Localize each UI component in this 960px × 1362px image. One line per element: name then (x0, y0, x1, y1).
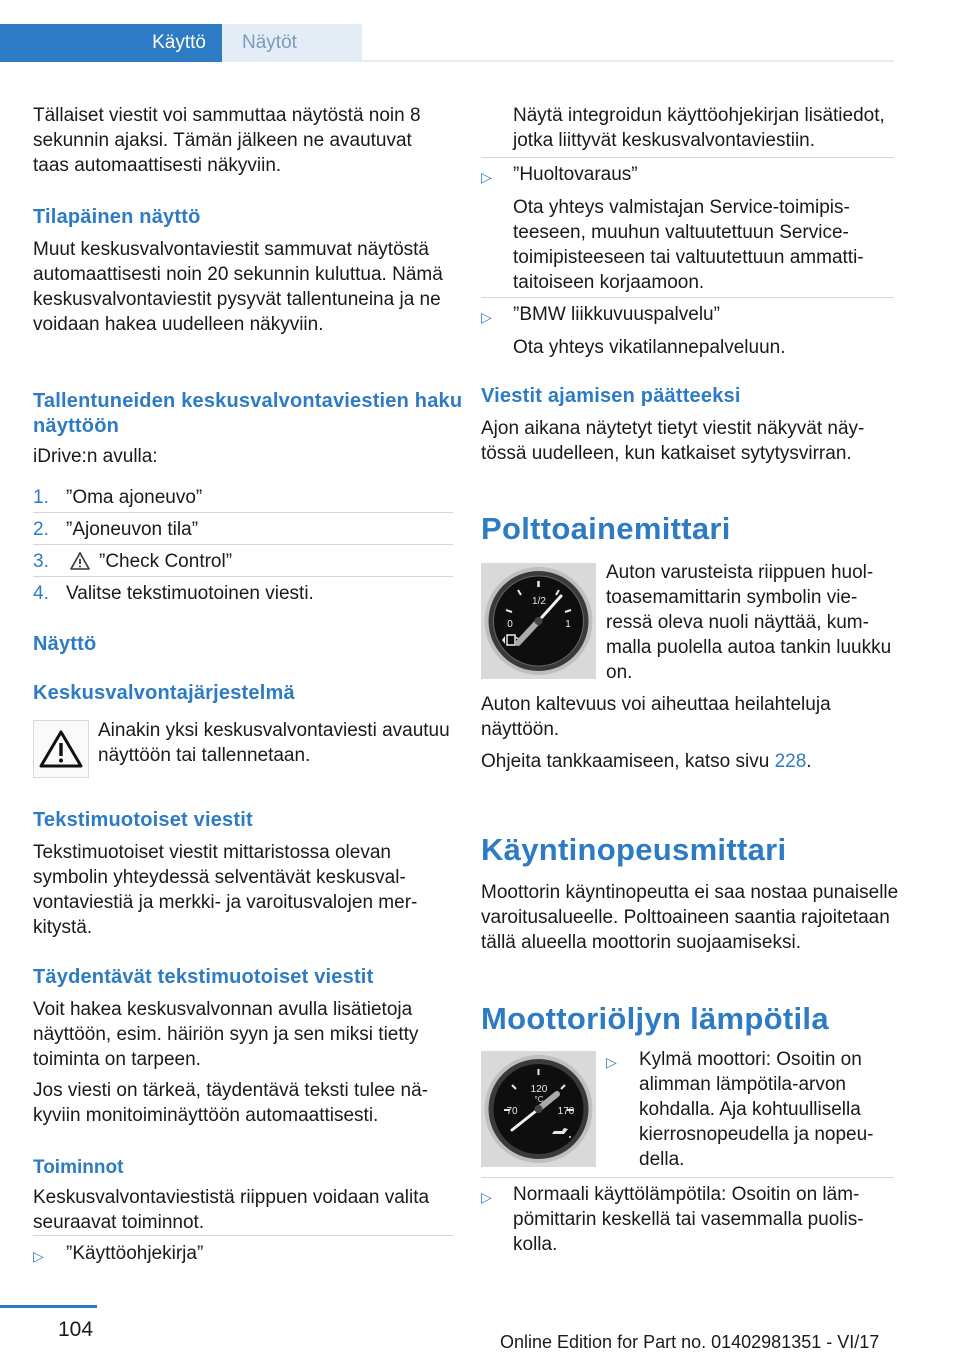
fuel-gauge-paragraph: Auton varusteista riippuen huoltoasemamittarin symbolin vieressä oleva nuoli näyttää, kummalla puolella autoa tankin luukku on. (606, 562, 892, 683)
warning-symbol-box (33, 720, 89, 778)
heading-functions: Toiminnot (33, 1157, 124, 1178)
step-text: ”Ajoneuvon tila” (66, 519, 199, 540)
step-text: Valitse tekstimuotoinen viesti. (66, 583, 314, 604)
warning-triangle-icon (69, 551, 91, 571)
fuel-inclination-paragraph: Auton kaltevuus voi aiheuttaa heilahteluja näyttöön. (481, 694, 831, 740)
heading-temp-display: Tilapäinen näyttö (33, 206, 201, 228)
triangle-bullet-icon: ▷ (481, 169, 492, 185)
triangle-bullet-icon: ▷ (33, 1248, 44, 1264)
oil-gauge-label-170: 170 (557, 1106, 575, 1117)
end-of-drive-paragraph: Ajon aikana näytetyt tietyt viestit näkyvät näytössä uudelleen, kun katkaiset sytytysvirran. (481, 418, 865, 464)
divider (33, 512, 453, 513)
tachometer-paragraph: Moottorin käyntinopeutta ei saa nostaa punaiselle varoitusalueelle. Polttoaineen saantia rajoitetaan tällä alueella moottorin suojaamiseksi. (481, 882, 899, 953)
check-control-paragraph: Ainakin yksi keskusvalvontaviesti avautuu näyttöön tai tallennetaan. (98, 720, 450, 766)
function-item-mobility: ”BMW liikkuvuuspalvelu” (513, 304, 720, 325)
supplementary-paragraph-2: Jos viesti on tärkeä, täydentävä teksti tulee näkyviin monitoiminäyttöön automaattisesti. (33, 1080, 428, 1126)
fuel-gauge-dial (482, 564, 595, 678)
fuel-gauge-image (481, 563, 596, 679)
heading-fuel-gauge: Polttoainemittari (481, 511, 731, 546)
oil-gauge-label-unit: °C (534, 1095, 544, 1104)
heading-display: Näyttö (33, 633, 97, 655)
heading-check-control-system: Keskusvalvontajärjestelmä (33, 682, 295, 704)
fuel-refuel-reference (481, 749, 812, 774)
oil-gauge-label-70: 70 (506, 1106, 518, 1117)
heading-saved-messages: Tallentuneiden keskusvalvontaviestien haku näyttöön (33, 390, 463, 437)
intro-paragraph: Tällaiset viestit voi sammuttaa näytöstä noin 8 sekunnin ajaksi. Tämän jälkeen ne avautuvat taas automaattisesti näkyviin. (33, 105, 421, 176)
fuel-gauge-label-half: 1/2 (532, 596, 546, 607)
triangle-bullet-icon: ▷ (481, 309, 492, 325)
function-item-service: ”Huoltovaraus” (513, 164, 638, 185)
fuel-gauge-label-empty: 0 (507, 619, 513, 630)
tab-naytot[interactable]: Näytöt (222, 24, 362, 62)
heading-end-of-drive: Viestit ajamisen päätteeksi (481, 385, 741, 407)
reference-period: . (806, 751, 812, 772)
service-description: Ota yhteys valmistajan Service-toimipisteeseen, muuhun valtuutettuun Service-toimipisteeseen tai valtuutettuun ammattitaitoiseen korjaamoon. (513, 197, 864, 293)
heading-supplementary-messages: Täydentävät tekstimuotoiset viestit (33, 966, 374, 988)
header-rule (362, 60, 894, 62)
heading-tachometer: Käyntinopeusmittari (481, 832, 787, 867)
oil-gauge-label-120: 120 (530, 1084, 548, 1095)
step-text: ”Oma ajoneuvo” (66, 487, 203, 508)
functions-paragraph: Keskusvalvontaviestistä riippuen voidaan valita seuraavat toiminnot. (33, 1187, 430, 1233)
oil-normal-text: Normaali käyttölämpötila: Osoitin on lämpömittarin keskellä tai vasemmalla puoliskolla. (513, 1184, 864, 1255)
oil-temp-gauge-image (481, 1051, 596, 1167)
divider (33, 1235, 453, 1236)
divider (481, 157, 894, 158)
edition-info: Online Edition for Part no. 01402981351 - VI/17 (500, 1332, 880, 1352)
warning-triangle-icon (34, 721, 88, 777)
step-number: 4. (33, 583, 49, 604)
text-messages-paragraph: Tekstimuotoiset viestit mittaristossa olevan symbolin yhteydessä selventävät keskusvalvontaviestiä ja merkki- ja varoitusvalojen merkitystä. (33, 842, 418, 938)
divider (481, 1177, 894, 1178)
triangle-bullet-icon: ▷ (606, 1054, 617, 1070)
step-number: 3. (33, 551, 49, 572)
divider (33, 576, 453, 577)
divider (481, 297, 894, 298)
step-text: ”Check Control” (99, 551, 233, 572)
heading-oil-temperature: Moottoriöljyn lämpötila (481, 1001, 829, 1036)
manual-description: Näytä integroidun käyttöohjekirjan lisätiedot, jotka liittyvät keskusvalvontaviestiin. (513, 105, 885, 151)
supplementary-paragraph-1: Voit hakea keskusvalvonnan avulla lisätietoja näyttöön, esim. häiriön syyn ja sen miksi tietty toiminta on tarpeen. (33, 999, 419, 1070)
fuel-gauge-label-full: 1 (565, 619, 571, 630)
step-number: 2. (33, 519, 49, 540)
tab-kaytto[interactable]: Käyttö (0, 24, 222, 62)
oil-temp-gauge-dial (482, 1052, 595, 1166)
heading-text-messages: Tekstimuotoiset viestit (33, 809, 253, 831)
page-228-link[interactable]: 228 (774, 751, 807, 772)
oil-cold-text: Kylmä moottori: Osoitin on alimman lämpötila-arvon kohdalla. Aja kohtuullisella kierrosnopeudella ja nopeudella. (639, 1049, 874, 1170)
step-number: 1. (33, 487, 49, 508)
reference-text: Ohjeita tankkaamiseen, katso sivu (481, 751, 775, 772)
function-item-manual: ”Käyttöohjekirja” (66, 1243, 204, 1264)
footer-rule (0, 1305, 97, 1308)
page-number: 104 (58, 1318, 94, 1341)
idrive-paragraph: iDrive:n avulla: (33, 446, 158, 467)
temp-display-paragraph: Muut keskusvalvontaviestit sammuvat näytöstä automaattisesti noin 20 sekunnin kuluttua. Nämä keskusvalvontaviestit pysyvät tallentuneina ja ne voidaan hakea uudelleen näkyviin. (33, 239, 443, 335)
divider (33, 544, 453, 545)
mobility-description: Ota yhteys vikatilannepalveluun. (513, 337, 786, 358)
triangle-bullet-icon: ▷ (481, 1189, 492, 1205)
